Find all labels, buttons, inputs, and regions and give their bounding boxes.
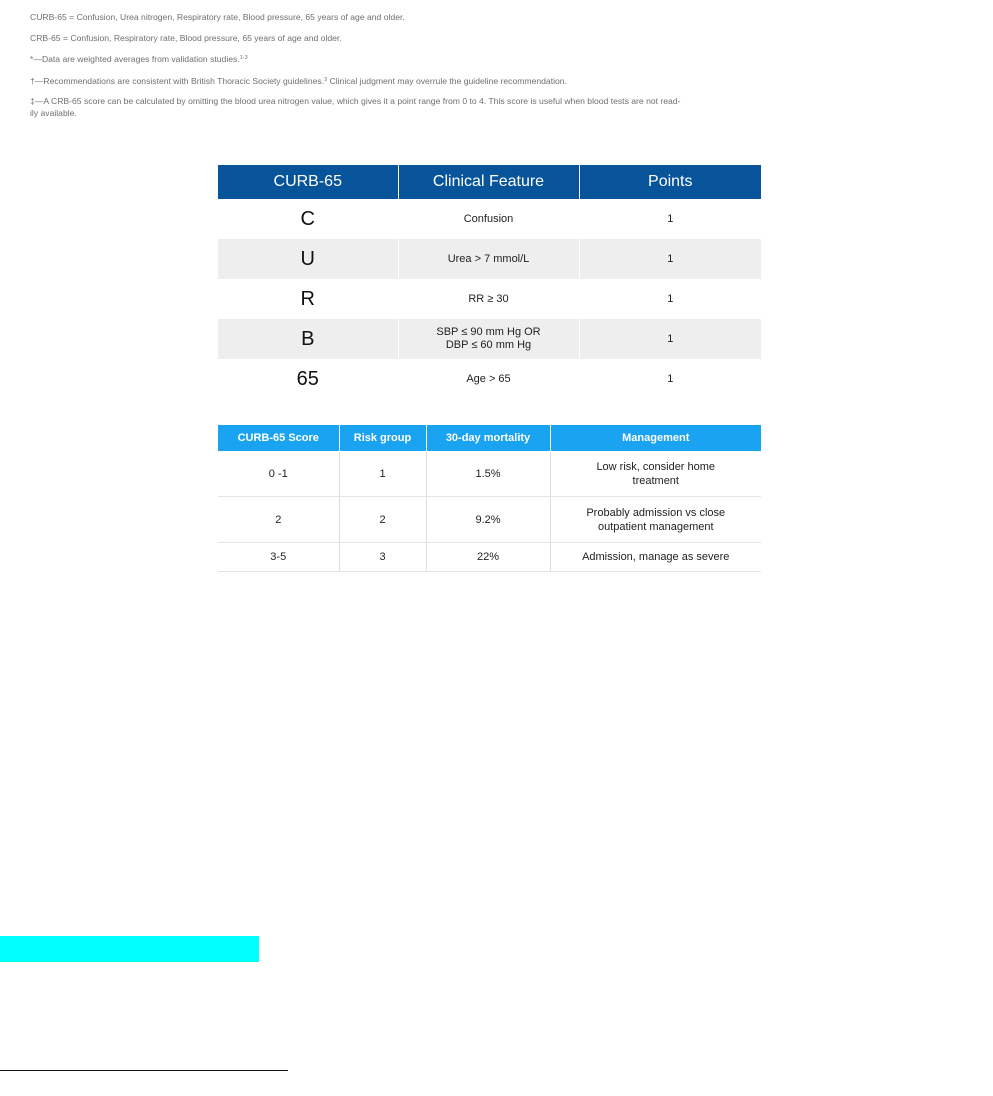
header-curb65: CURB-65 xyxy=(218,165,398,199)
curb65-score-table xyxy=(218,425,761,572)
footnotes xyxy=(30,11,975,128)
criteria-points: 1 xyxy=(579,359,761,399)
score-row xyxy=(218,451,761,497)
risk-group-value: 3 xyxy=(339,543,426,572)
header-risk-group: Risk group xyxy=(339,425,426,451)
criteria-feature: RR ≥ 30 xyxy=(398,279,579,319)
header-points: Points xyxy=(579,165,761,199)
criteria-points: 1 xyxy=(579,279,761,319)
management-value: Probably admission vs close outpatient management xyxy=(550,497,761,543)
score-value: 0 -1 xyxy=(218,451,339,497)
management-value: Low risk, consider home treatment xyxy=(550,451,761,497)
footnote-crb65: CRB-65 = Confusion, Respiratory rate, Blood pressure, 65 years of age and older. xyxy=(30,32,342,43)
header-management: Management xyxy=(550,425,761,451)
mortality-value: 9.2% xyxy=(426,497,550,543)
score-row xyxy=(218,543,761,572)
management-value: Admission, manage as severe xyxy=(550,543,761,572)
score-value: 2 xyxy=(218,497,339,543)
criteria-letter: 65 xyxy=(296,367,319,390)
score-header-row xyxy=(218,425,761,451)
footnote-crb65-score: ‡—A CRB-65 score can be calculated by omitting the blood urea nitrogen value, which gives it a point range from 0 to 4. This score is useful when blood tests are not read- xyxy=(30,96,681,106)
criteria-feature: SBP ≤ 90 mm Hg OR DBP ≤ 60 mm Hg xyxy=(398,319,579,359)
footnote-crb65-score-cont: ily available. xyxy=(30,108,77,118)
criteria-feature: Urea > 7 mmol/L xyxy=(398,239,579,279)
criteria-letter: U xyxy=(218,239,398,279)
criteria-letter: C xyxy=(300,207,315,230)
score-value: 3-5 xyxy=(218,543,339,572)
criteria-header-row xyxy=(218,165,761,199)
header-mortality: 30-day mortality xyxy=(426,425,550,451)
criteria-letter: R xyxy=(300,287,315,310)
curb65-criteria-table xyxy=(218,165,761,399)
criteria-letter: B xyxy=(218,319,398,359)
risk-group-value: 1 xyxy=(339,451,426,497)
footnote-data: *—Data are weighted averages from validation studies.$^{1-3}$ xyxy=(30,54,248,64)
criteria-row-r xyxy=(218,279,761,319)
criteria-row-65 xyxy=(218,359,761,399)
criteria-points: 1 xyxy=(579,319,761,359)
header-clinical-feature: Clinical Feature xyxy=(398,165,579,199)
criteria-feature: Confusion xyxy=(398,199,579,239)
footnote-rule xyxy=(0,1070,288,1071)
footnote-bts: †—Recommendations are consistent with British Thoracic Society guidelines.$^3$ Clinical judgment may overrule the guideline recommendation. xyxy=(30,75,567,86)
criteria-row-b xyxy=(218,319,761,359)
criteria-points: 1 xyxy=(579,239,761,279)
criteria-row-c xyxy=(218,199,761,239)
cyan-highlight-bar xyxy=(0,936,259,962)
risk-group-value: 2 xyxy=(339,497,426,543)
criteria-row-u xyxy=(218,239,761,279)
criteria-points: 1 xyxy=(579,199,761,239)
mortality-value: 22% xyxy=(426,543,550,572)
header-score: CURB-65 Score xyxy=(218,425,339,451)
criteria-feature: Age > 65 xyxy=(398,359,579,399)
score-row xyxy=(218,497,761,543)
mortality-value: 1.5% xyxy=(426,451,550,497)
footnote-curb65: CURB-65 = Confusion, Urea nitrogen, Respiratory rate, Blood pressure, 65 years of age and older. xyxy=(30,12,405,22)
